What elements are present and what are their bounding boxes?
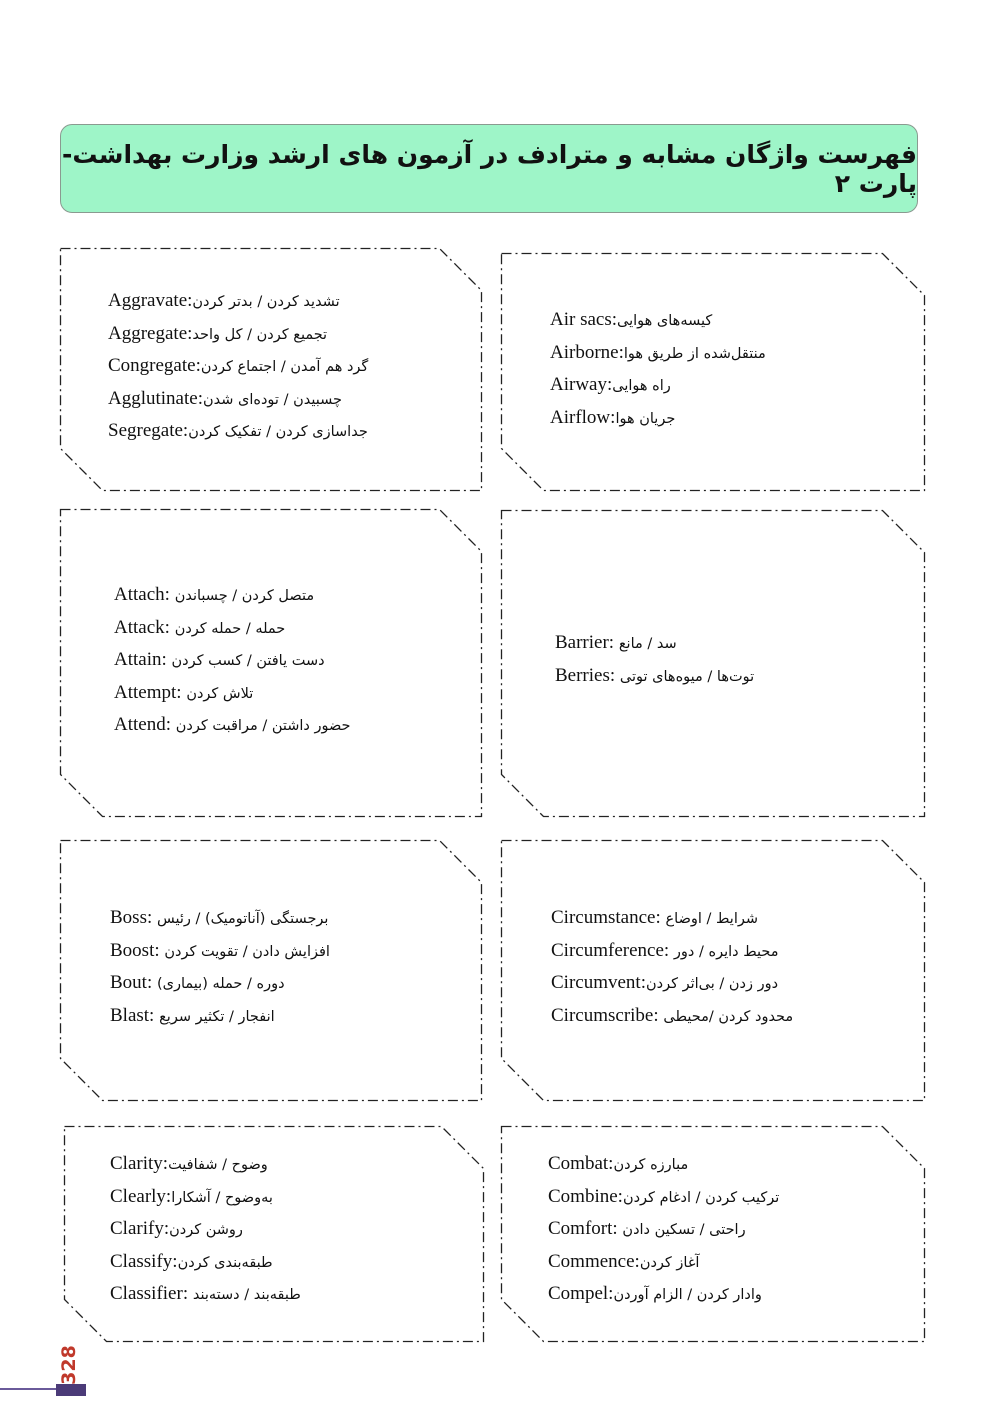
vocab-entry [114,644,351,677]
english-term: Classify: [110,1250,178,1272]
english-term: Barrier: [555,632,619,653]
page-number [50,1340,88,1390]
english-term: Circumference: [551,939,674,961]
vocab-entry [550,337,766,370]
entry-list [555,627,754,692]
persian-meaning: محدود کردن /محیطی [663,1008,794,1025]
entry-list [110,902,330,1032]
persian-meaning: روشن کردن [169,1222,243,1238]
persian-meaning: جریان هوا [615,410,676,427]
vocab-entry [108,285,368,318]
vocab-card [501,840,925,1101]
english-term: Combine: [548,1185,623,1207]
persian-meaning: محیط دایره / دور [673,943,779,960]
page-title: فهرست واژگان مشابه و مترادف در آزمون های ارشد وزارت بهداشت- پارت ۲ [62,139,917,198]
english-term: Compel: [548,1283,614,1304]
english-term: Classifier: [110,1283,193,1304]
vocab-entry [550,369,766,402]
vocab-entry [110,967,330,1000]
persian-meaning: راه هوایی [612,378,671,394]
persian-meaning: برجستگی (آناتومیک) / رئیس [157,911,329,927]
vocab-entry [110,1278,301,1311]
vocab-entry [110,935,330,968]
english-term: Boss: [110,907,157,928]
vocab-entry [548,1181,779,1214]
persian-meaning: دوره / حمله (بیماری) [156,976,285,992]
vocab-entry [108,415,368,448]
english-term: Attach: [114,584,175,605]
entry-list [114,579,351,742]
english-term: Attack: [114,616,175,638]
persian-meaning: منتقل‌شده از طریق هوا [623,345,766,362]
persian-meaning: طبقه‌بندی کردن [177,1254,273,1271]
vocab-entry [551,1000,793,1033]
vocab-entry [108,318,368,351]
english-term: Circumscribe: [551,1004,664,1026]
english-term: Airway: [550,374,613,395]
persian-meaning: تلاش کردن [186,685,254,702]
vocab-card [60,840,482,1101]
english-term: Circumvent: [551,972,646,993]
persian-meaning: متصل کردن / چسباندن [174,588,315,604]
persian-meaning: طبقه‌بند / دسته‌بند [192,1287,301,1303]
vocab-entry [548,1246,779,1279]
vocab-entry [110,1246,301,1279]
english-term: Commence: [548,1250,640,1272]
persian-meaning: راحتی / تسکین دادن [622,1222,746,1238]
persian-meaning: مبارزه کردن [613,1157,689,1173]
vocab-entry [114,612,351,645]
vocab-entry [551,935,793,968]
persian-meaning: انفجار / تکثیر سریع [159,1008,275,1025]
vocab-card [60,248,482,491]
persian-meaning: حمله / حمله کردن [174,620,286,637]
persian-meaning: توت‌ها / میوه‌های توتی [619,668,755,685]
persian-meaning: دور زدن / بی‌اثر کردن [645,976,779,992]
entry-list [108,285,368,448]
english-term: Clarity: [110,1153,169,1174]
english-term: Berries: [555,664,620,686]
vocab-card [501,510,925,817]
persian-meaning: وادار کردن / الزام آوردن [613,1287,762,1303]
persian-meaning: حضور داشتن / مراقبت کردن [175,718,351,734]
english-term: Clearly: [110,1185,172,1207]
english-term: Comfort: [548,1218,623,1239]
english-term: Aggregate: [108,322,193,344]
vocab-card [64,1126,484,1342]
persian-meaning: گرد هم آمدن / اجتماع کردن [200,359,369,375]
vocab-entry [108,350,368,383]
english-term: Circumstance: [551,907,666,928]
entry-list [551,902,793,1032]
vocab-entry [110,1148,301,1181]
english-term: Boost: [110,939,165,961]
english-term: Aggravate: [108,290,193,311]
english-term: Clarify: [110,1218,170,1239]
persian-meaning: جداسازی کردن / تفکیک کردن [188,424,368,440]
vocab-card [501,253,925,491]
vocab-entry [548,1213,779,1246]
title-banner [60,124,918,213]
vocab-entry [114,579,351,612]
vocab-entry [110,902,330,935]
vocab-entry [110,1213,301,1246]
english-term: Combat: [548,1153,614,1174]
persian-meaning: دست یافتن / کسب کردن [171,653,325,669]
persian-meaning: وضوح / شفافیت [168,1157,268,1173]
vocab-entry [550,304,766,337]
persian-meaning: به‌وضوح / آشکارا [171,1189,273,1206]
vocab-entry [551,902,793,935]
english-term: Airflow: [550,406,616,428]
vocab-entry [550,402,766,435]
english-term: Airborne: [550,341,624,363]
persian-meaning: ترکیب کردن / ادغام کردن [622,1189,780,1206]
page-number-text: 328 [58,1345,81,1385]
vocab-entry [548,1278,779,1311]
vocab-entry [555,660,754,693]
persian-meaning: شرایط / اوضاع [665,911,758,927]
persian-meaning: چسبیدن / توده‌ای شدن [202,391,342,408]
english-term: Agglutinate: [108,387,203,409]
vocab-entry [108,383,368,416]
english-term: Attend: [114,714,176,735]
persian-meaning: کیسه‌های هوایی [617,313,713,329]
vocab-entry [548,1148,779,1181]
footer-line [0,1388,56,1390]
vocab-entry [555,627,754,660]
english-term: Air sacs: [550,309,618,330]
english-term: Congregate: [108,355,201,376]
vocab-entry [114,709,351,742]
english-term: Attempt: [114,681,187,703]
entry-list [550,304,766,434]
english-term: Attain: [114,649,172,670]
vocab-entry [110,1000,330,1033]
english-term: Blast: [110,1004,160,1026]
entry-list [110,1148,301,1311]
vocab-entry [551,967,793,1000]
persian-meaning: افزایش دادن / تقویت کردن [164,943,330,960]
persian-meaning: سد / مانع [618,636,677,652]
vocab-entry [110,1181,301,1214]
english-term: Bout: [110,972,157,993]
vocab-card [501,1126,925,1342]
english-term: Segregate: [108,420,189,441]
vocab-card [60,509,482,817]
persian-meaning: تجمیع کردن / کل واحد [192,326,328,343]
persian-meaning: آغاز کردن [639,1254,700,1271]
persian-meaning: تشدید کردن / بدتر کردن [192,294,340,310]
vocab-entry [114,677,351,710]
entry-list [548,1148,779,1311]
